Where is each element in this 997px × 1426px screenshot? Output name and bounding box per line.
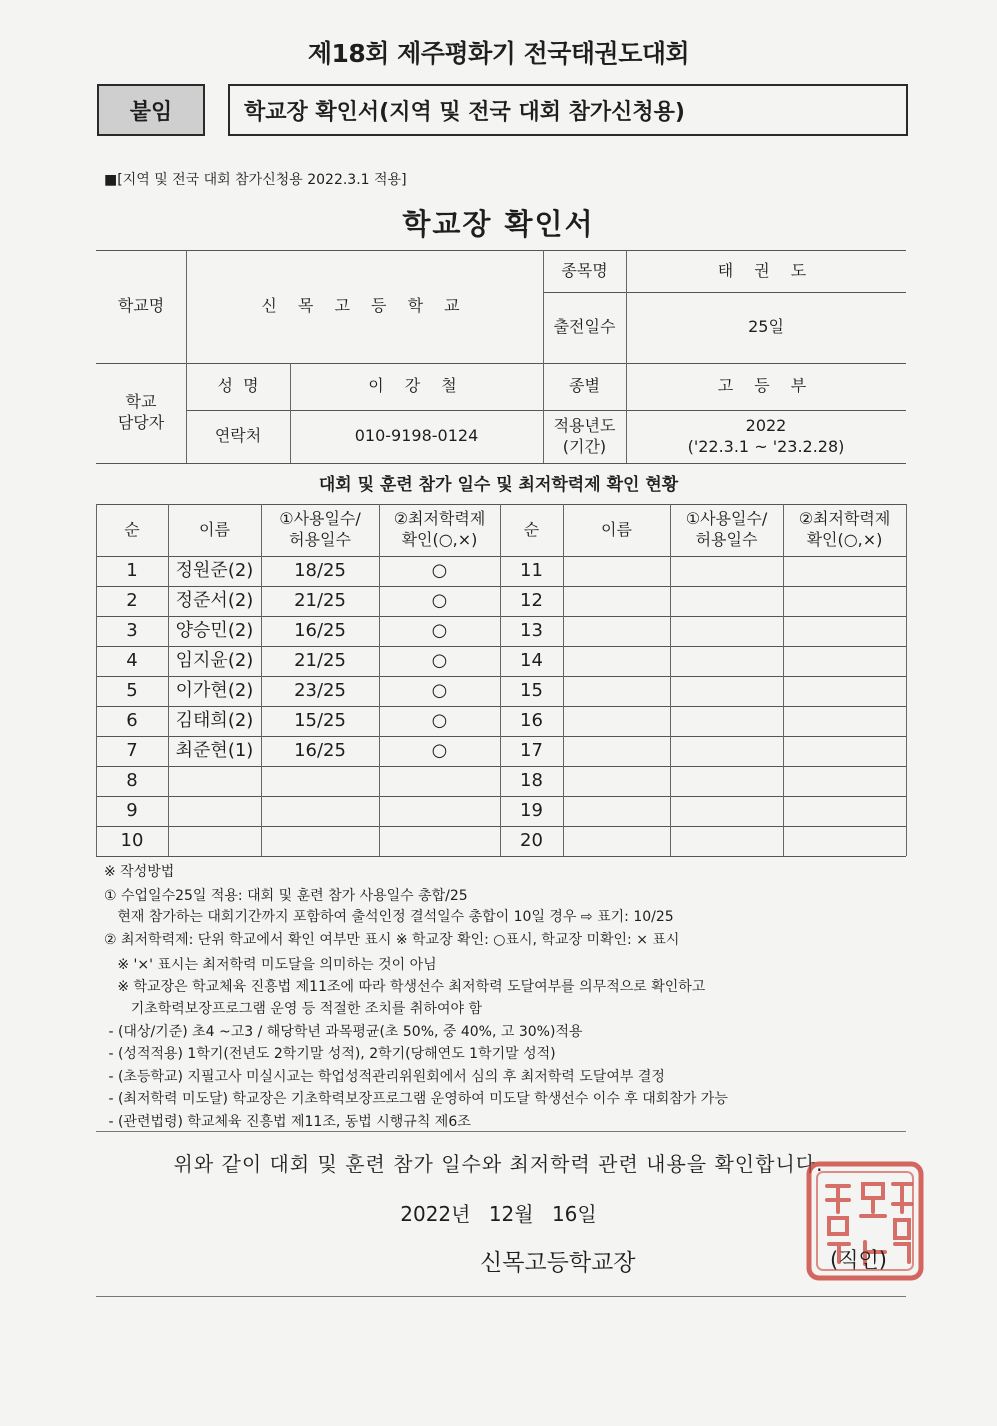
row-number: 15 bbox=[520, 680, 543, 702]
student-name: 임지윤(2) bbox=[175, 650, 254, 672]
row-number: 19 bbox=[520, 800, 543, 822]
days-used: 15/25 bbox=[294, 710, 346, 732]
division-value: 고 등 부 bbox=[717, 376, 815, 396]
division-label: 종별 bbox=[569, 376, 600, 396]
student-name bbox=[168, 766, 261, 796]
apply-note: ■[지역 및 전국 대회 참가신청용 2022.3.1 적용] bbox=[104, 172, 407, 188]
student-name: 정준서(2) bbox=[175, 590, 254, 612]
days-used bbox=[261, 766, 379, 796]
note-line: - (최저학력 미도달) 학교장은 기초학력보장프로그램 운영하여 미도달 학생선수 이수 후 대회참가 가능 bbox=[104, 1091, 728, 1107]
name-label: 성 명 bbox=[217, 376, 259, 396]
note-line: 기초학력보장프로그램 운영 등 적절한 조치를 취하여야 함 bbox=[104, 1001, 482, 1017]
days-used bbox=[261, 826, 379, 856]
row-number: 16 bbox=[520, 710, 543, 732]
row-number: 4 bbox=[126, 650, 138, 672]
student-name: 이가현(2) bbox=[175, 680, 254, 702]
note-line: - (대상/기준) 초4 ~고3 / 해당학년 과목평균(초 50%, 중 40%, 고 30%)적용 bbox=[104, 1024, 583, 1040]
student-name bbox=[168, 796, 261, 826]
note-line: ※ 작성방법 bbox=[104, 864, 175, 880]
days-used: 23/25 bbox=[294, 680, 346, 702]
header-no: 순 bbox=[124, 519, 140, 539]
note-line: - (성적적용) 1학기(전년도 2학기말 성적), 2학기(당해연도 1학기말 성적) bbox=[104, 1046, 556, 1062]
row-number: 7 bbox=[126, 740, 138, 762]
days-value: 25일 bbox=[748, 317, 784, 337]
contact-label: 연락처 bbox=[214, 426, 262, 446]
academic-check bbox=[379, 826, 500, 856]
note-line: ① 수업일수25일 적용: 대회 및 훈련 참가 사용일수 총합/25 bbox=[104, 888, 468, 904]
days-label: 출전일수 bbox=[553, 317, 616, 337]
row-number: 10 bbox=[120, 830, 144, 852]
manager-name: 이 강 철 bbox=[368, 376, 465, 396]
academic-check: ○ bbox=[431, 710, 448, 732]
header-name: 이름 bbox=[199, 519, 230, 539]
note-line: ② 최저학력제: 단위 학교에서 확인 여부만 표시 ※ 학교장 확인: ○표시, 학교장 미확인: × 표시 bbox=[104, 932, 680, 948]
row-number: 3 bbox=[126, 620, 138, 642]
academic-check bbox=[379, 766, 500, 796]
row-number: 20 bbox=[520, 830, 543, 852]
event-title: 제18회 제주평화기 전국태권도대회 bbox=[307, 39, 690, 68]
attachment-title: 학교장 확인서(지역 및 전국 대회 참가신청용) bbox=[228, 84, 908, 136]
days-used: 21/25 bbox=[294, 590, 346, 612]
row-number: 2 bbox=[126, 590, 138, 612]
confirmation-statement: 위와 같이 대회 및 훈련 참가 일수와 최저학력 관련 내용을 확인합니다. bbox=[173, 1152, 824, 1176]
student-name bbox=[168, 826, 261, 856]
principal-signature: 신목고등학교장 bbox=[480, 1250, 636, 1276]
manager-label: 학교 담당자 bbox=[117, 392, 165, 432]
row-number: 5 bbox=[126, 680, 138, 702]
row-number: 1 bbox=[126, 560, 138, 582]
school-name-value: 신 목 고 등 학 교 bbox=[261, 296, 468, 316]
row-number: 13 bbox=[520, 620, 543, 642]
student-name: 최준현(1) bbox=[175, 740, 254, 762]
row-number: 11 bbox=[520, 560, 543, 582]
student-name: 양승민(2) bbox=[175, 620, 254, 642]
year-value: 2022 bbox=[745, 415, 787, 435]
contact-value: 010-9198-0124 bbox=[354, 426, 479, 446]
header-check-2: ②최저학력제 확인(○,×) bbox=[798, 509, 891, 549]
attachment-tag: 붙임 bbox=[97, 84, 205, 136]
note-line: 현재 참가하는 대회기간까지 포함하여 출석인정 결석일수 총합이 10일 경우 ⇨ 표기: 10/25 bbox=[104, 909, 674, 925]
academic-check: ○ bbox=[431, 620, 448, 642]
year-label: 적용년도 (기간) bbox=[553, 415, 616, 456]
row-number: 6 bbox=[126, 710, 138, 732]
header-check: ②최저학력제 확인(○,×) bbox=[393, 509, 486, 549]
note-line: ※ '×' 표시는 최저학력 미도달을 의미하는 것이 아님 bbox=[104, 957, 437, 973]
academic-check bbox=[379, 796, 500, 826]
row-number: 8 bbox=[126, 770, 138, 792]
days-used: 16/25 bbox=[294, 740, 346, 762]
student-name: 김태희(2) bbox=[175, 710, 254, 732]
event-value: 태 권 도 bbox=[717, 260, 815, 280]
header-days-2: ①사용일수/ 허용일수 bbox=[685, 509, 768, 549]
year-period: ('22.3.1 ~ '23.2.28) bbox=[687, 436, 845, 456]
header-name-2: 이름 bbox=[601, 519, 632, 539]
year-value-cell bbox=[626, 410, 906, 463]
row-number: 17 bbox=[520, 740, 543, 762]
header-no-2: 순 bbox=[523, 519, 540, 539]
academic-check: ○ bbox=[431, 650, 448, 672]
days-used: 21/25 bbox=[294, 650, 346, 672]
academic-check: ○ bbox=[431, 680, 448, 702]
days-used: 16/25 bbox=[294, 620, 346, 642]
school-name-label: 학교명 bbox=[117, 296, 165, 316]
row-number: 12 bbox=[520, 590, 543, 612]
academic-check: ○ bbox=[431, 560, 448, 582]
note-line: - (관련법령) 학교체육 진흥법 제11조, 동법 시행규칙 제6조 bbox=[104, 1114, 471, 1130]
status-title: 대회 및 훈련 참가 일수 및 최저학력제 확인 현황 bbox=[318, 475, 679, 495]
student-name: 정원준(2) bbox=[175, 560, 254, 582]
header-days: ①사용일수/ 허용일수 bbox=[279, 509, 361, 549]
academic-check: ○ bbox=[431, 740, 448, 762]
row-number: 14 bbox=[520, 650, 543, 672]
event-label: 종목명 bbox=[561, 260, 608, 280]
seal-label: (직인) bbox=[830, 1248, 887, 1272]
note-line: - (초등학교) 지필고사 미실시교는 학업성적관리위원회에서 심의 후 최저학력 도달여부 결정 bbox=[104, 1069, 665, 1085]
row-number: 9 bbox=[126, 800, 138, 822]
row-number: 18 bbox=[520, 770, 543, 792]
days-used bbox=[261, 796, 379, 826]
signature-date: 2022년 12월 16일 bbox=[400, 1202, 597, 1226]
academic-check: ○ bbox=[431, 590, 448, 612]
note-line: ※ 학교장은 학교체육 진흥법 제11조에 따라 학생선수 최저학력 도달여부를 의무적으로 확인하고 bbox=[104, 979, 706, 995]
document-title: 학교장 확인서 bbox=[402, 207, 595, 241]
days-used: 18/25 bbox=[294, 560, 346, 582]
